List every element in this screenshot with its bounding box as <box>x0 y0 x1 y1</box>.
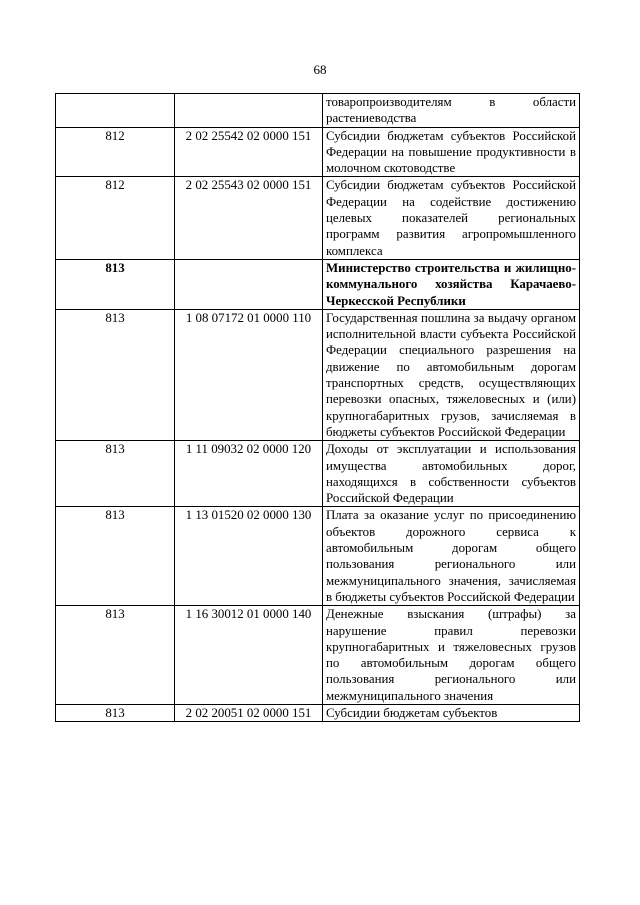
description-cell: Доходы от эксплуатации и использования имущества автомобильных дорог, находящихся в собственности субъектов Российской Федерации <box>323 441 580 507</box>
description-cell: товаропроизводителям в области растениеводства <box>323 94 580 128</box>
table-row <box>56 507 580 606</box>
revenue-code-cell: 2 02 25543 02 0000 151 <box>175 177 323 259</box>
revenue-code-cell: 2 02 20051 02 0000 151 <box>175 704 323 721</box>
revenue-code-table <box>55 93 580 722</box>
admin-code-cell: 813 <box>56 606 175 705</box>
ministry-name-cell: Министерство строительства и жилищно-коммунального хозяйства Карачаево-Черкесской Республики <box>323 259 580 309</box>
description-cell: Субсидии бюджетам субъектов Российской Федерации на повышение продуктивности в молочном скотоводстве <box>323 127 580 177</box>
admin-code-cell: 813 <box>56 441 175 507</box>
revenue-code-cell: 1 16 30012 01 0000 140 <box>175 606 323 705</box>
admin-code-cell: 812 <box>56 177 175 259</box>
description-cell: Плата за оказание услуг по присоединению объектов дорожного сервиса к автомобильным дорогам общего пользования регионального или межмуниципального значения, зачисляемая в бюджеты субъектов Российской Федерации <box>323 507 580 606</box>
admin-code-cell: 813 <box>56 507 175 606</box>
table-row <box>56 309 580 440</box>
table-row <box>56 127 580 177</box>
table-row-ministry-heading <box>56 259 580 309</box>
admin-code-cell: 813 <box>56 259 175 309</box>
table-row <box>56 441 580 507</box>
table-row <box>56 606 580 705</box>
admin-code-cell: 812 <box>56 127 175 177</box>
table-row <box>56 177 580 259</box>
revenue-code-cell: 2 02 25542 02 0000 151 <box>175 127 323 177</box>
revenue-code-cell: 1 08 07172 01 0000 110 <box>175 309 323 440</box>
description-cell: Государственная пошлина за выдачу органом исполнительной власти субъекта Российской Федерации специального разрешения на движение по автомобильным дорогам транспортных средств, осуществляющих перевозки опасных, тяжеловесных и (или) крупногабаритных грузов, зачисляемая в бюджеты субъектов Российской Федерации <box>323 309 580 440</box>
revenue-code-cell <box>175 94 323 128</box>
revenue-code-cell <box>175 259 323 309</box>
description-cell: Денежные взыскания (штрафы) за нарушение правил перевозки крупногабаритных и тяжеловесных грузов по автомобильным дорогам общего пользования регионального или межмуниципального значения <box>323 606 580 705</box>
admin-code-cell <box>56 94 175 128</box>
admin-code-cell: 813 <box>56 704 175 721</box>
admin-code-cell: 813 <box>56 309 175 440</box>
revenue-code-cell: 1 11 09032 02 0000 120 <box>175 441 323 507</box>
description-cell: Субсидии бюджетам субъектов Российской Федерации на содействие достижению целевых показателей региональных программ развития агропромышленного комплекса <box>323 177 580 259</box>
table-row <box>56 94 580 128</box>
page-number: 68 <box>313 62 327 77</box>
table-body <box>56 94 580 722</box>
table-row <box>56 704 580 721</box>
revenue-code-cell: 1 13 01520 02 0000 130 <box>175 507 323 606</box>
description-cell: Субсидии бюджетам субъектов <box>323 704 580 721</box>
